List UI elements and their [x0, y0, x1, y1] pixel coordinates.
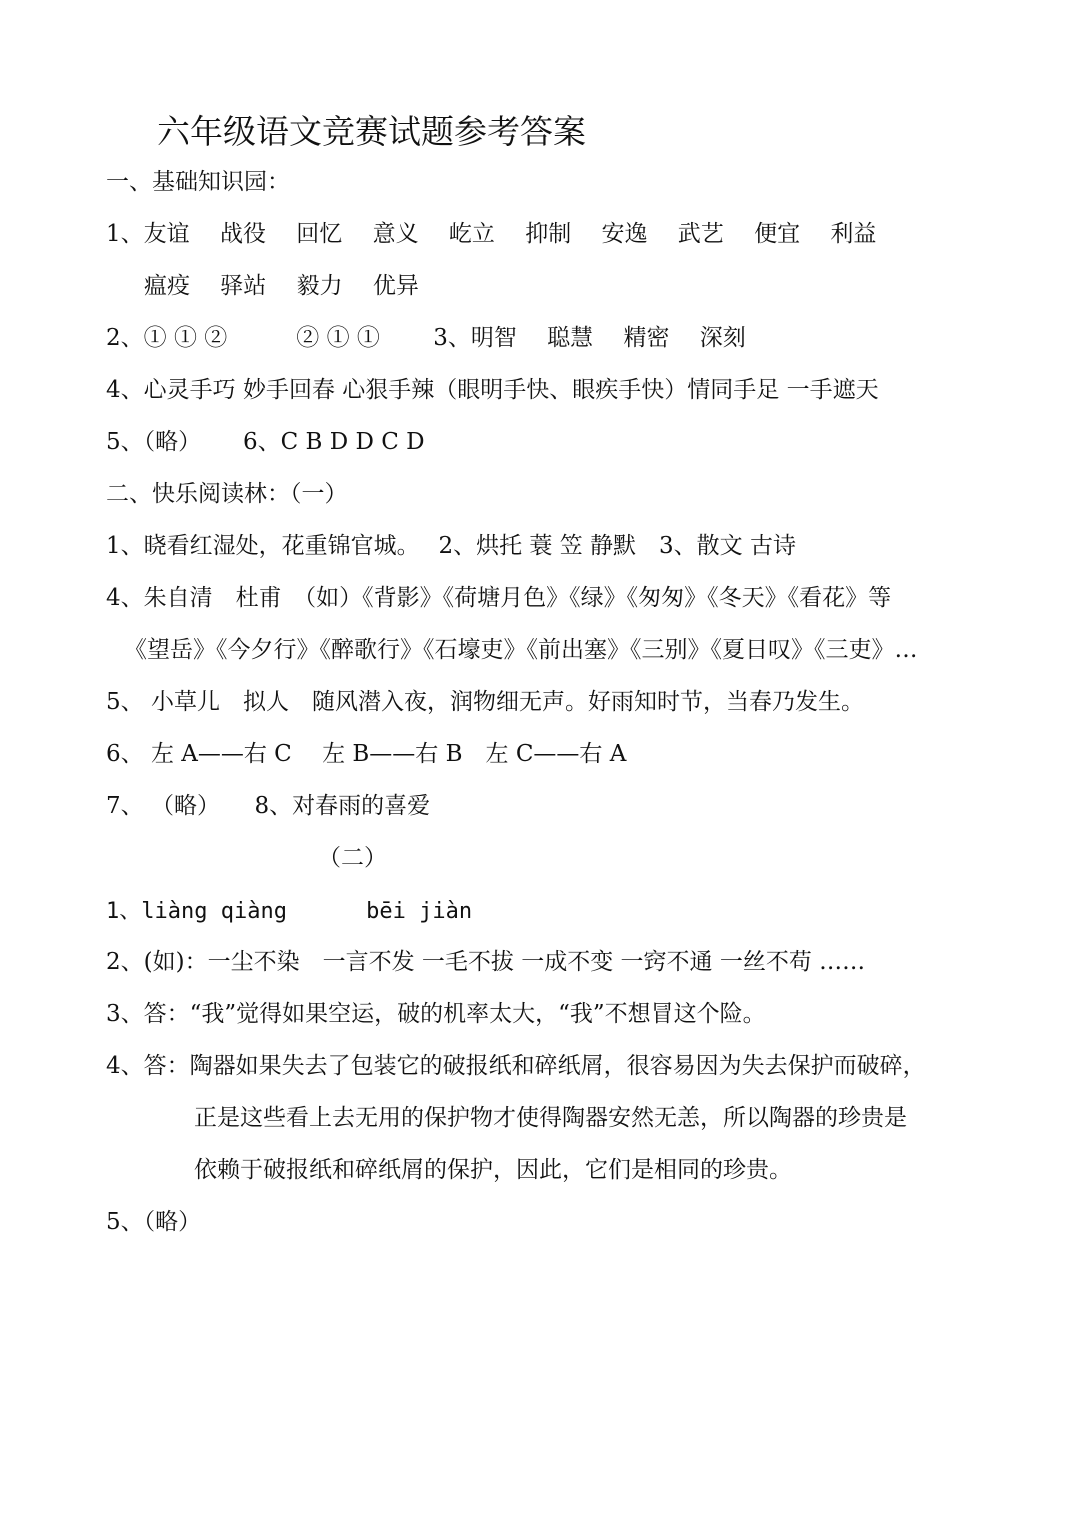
s1-q4: 4、心灵手巧 妙手回春 心狠手辣（眼明手快、眼疾手快）情同手足 一手遮天: [106, 377, 879, 403]
s2-q6: 6、 左 A——右 C 左 B——右 B 左 C——右 A: [106, 741, 627, 767]
s1-q1-line1: 1、友谊 战役 回忆 意义 屹立 抑制 安逸 武艺 便宜 利益: [106, 221, 877, 247]
s1-q1-line2: 瘟疫 驿站 毅力 优异: [144, 273, 419, 299]
s2-p2-q5: 5、（略）: [106, 1209, 202, 1235]
section2-heading: 二、快乐阅读林：（一）: [106, 481, 348, 507]
s1-q2-q3: 2、① ① ② ② ① ① 3、明智 聪慧 精密 深刻: [106, 325, 746, 351]
page-title: 六年级语文竞赛试题参考答案: [157, 112, 586, 151]
s2-q4-line1: 4、朱自清 杜甫 （如）《背影》《荷塘月色》《绿》《匆匆》《冬天》《看花》等: [106, 585, 892, 611]
s2-q4-line2: 《望岳》《今夕行》《醉歌行》《石壕吏》《前出塞》《三别》《夏日叹》《三吏》…: [124, 637, 918, 663]
s2-q5: 5、 小草儿 拟人 随风潜入夜，润物细无声。好雨知时节，当春乃发生。: [106, 689, 864, 715]
s2-p2-q2: 2、(如)：一尘不染 一言不发 一毛不拔 一成不变 一窍不通 一丝不苟 ……: [106, 949, 866, 975]
s2-q1-q3: 1、晓看红湿处，花重锦官城。 2、烘托 蓑 笠 静默 3、散文 古诗: [106, 533, 796, 559]
s2-p2-q1: 1、liàng qiàng bēi jiàn: [106, 899, 473, 924]
s2-p2-q3: 3、答：“我”觉得如果空运，破的机率太大，“我”不想冒这个险。: [106, 1001, 766, 1027]
s2-sub-heading: （二）: [318, 845, 387, 871]
section1-heading: 一、基础知识园：: [106, 169, 290, 195]
s2-p2-q4-line1: 4、答：陶器如果失去了包装它的破报纸和碎纸屑，很容易因为失去保护而破碎，: [106, 1053, 926, 1079]
s2-p2-q4-line3: 依赖于破报纸和碎纸屑的保护，因此，它们是相同的珍贵。: [194, 1157, 792, 1183]
s1-q5-q6: 5、（略） 6、C B D D C D: [106, 429, 425, 455]
s2-p2-q4-line2: 正是这些看上去无用的保护物才使得陶器安然无恙，所以陶器的珍贵是: [194, 1105, 907, 1131]
s2-q7-q8: 7、 （略） 8、对春雨的喜爱: [106, 793, 431, 819]
